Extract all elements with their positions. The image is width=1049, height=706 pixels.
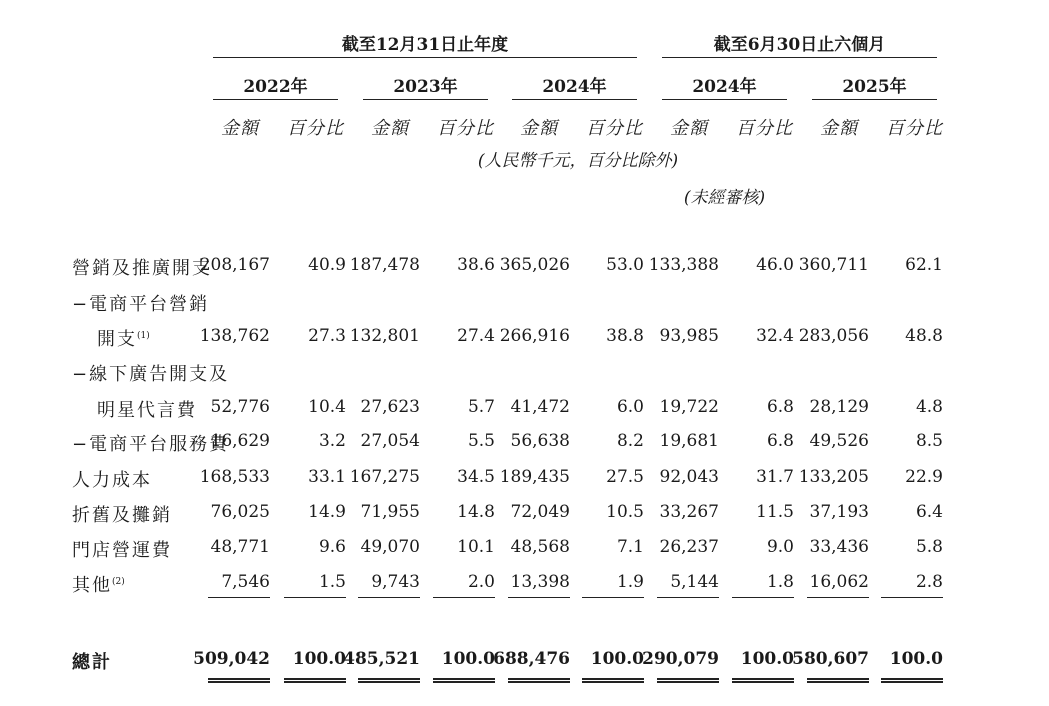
percent-cell: 38.8 [606, 326, 644, 346]
year-header-2023: 2023年 [393, 77, 458, 97]
percent-cell: 9.6 [318, 537, 346, 557]
footnote-marker: (2) [112, 577, 125, 587]
total-double-rule [508, 678, 570, 683]
percent-subheader: 百分比 [736, 118, 793, 139]
amount-cell: 13,398 [510, 572, 570, 592]
row-label-text: −電商平台營銷 [72, 294, 210, 315]
subtotal-rule [881, 597, 943, 598]
amount-cell: 266,916 [499, 326, 570, 346]
total-label: 總計 [72, 652, 112, 673]
total-amount-cell: 580,607 [792, 649, 869, 669]
subtotal-rule [582, 597, 644, 598]
row-label [72, 571, 125, 597]
total-double-rule [582, 678, 644, 683]
row-label [72, 501, 172, 527]
amount-cell: 41,472 [510, 397, 570, 417]
percent-cell: 3.2 [318, 431, 346, 451]
percent-cell: 53.0 [606, 255, 644, 275]
year-header-2025-six-months: 2025年 [842, 77, 907, 97]
total-double-rule [807, 678, 869, 683]
total-amount-cell: 290,079 [642, 649, 719, 669]
row-label [72, 360, 229, 386]
amount-cell: 52,776 [210, 397, 270, 417]
amount-subheader: 金額 [221, 118, 259, 139]
year-underline [363, 99, 488, 100]
row-label-text: −線下廣告開支及 [72, 364, 230, 385]
amount-cell: 48,771 [210, 537, 270, 557]
amount-cell: 138,762 [199, 326, 270, 346]
row-label-text: 人力成本 [72, 470, 152, 491]
percent-cell: 9.0 [766, 537, 794, 557]
row-label-text: 其他 [72, 575, 112, 596]
period-underline-six-months [662, 57, 937, 58]
percent-cell: 6.0 [616, 397, 644, 417]
total-percent-cell: 100.0 [292, 649, 346, 669]
percent-cell: 2.0 [467, 572, 495, 592]
percent-cell: 33.1 [308, 467, 346, 487]
percent-cell: 34.5 [457, 467, 495, 487]
amount-cell: 28,129 [809, 397, 869, 417]
percent-cell: 48.8 [905, 326, 943, 346]
percent-cell: 27.4 [457, 326, 495, 346]
total-double-rule [208, 678, 270, 683]
percent-cell: 11.5 [756, 502, 794, 522]
year-underline [512, 99, 637, 100]
amount-subheader: 金額 [520, 118, 558, 139]
subtotal-rule [358, 597, 420, 598]
period-header-six-months: 截至6月30日止六個月 [713, 35, 886, 55]
percent-cell: 6.8 [766, 431, 794, 451]
subtotal-rule [807, 597, 869, 598]
percent-cell: 5.8 [915, 537, 943, 557]
percent-subheader: 百分比 [287, 118, 344, 139]
amount-cell: 16,629 [210, 431, 270, 451]
subtotal-rule [732, 597, 794, 598]
amount-subheader: 金額 [820, 118, 858, 139]
row-label [72, 466, 152, 492]
percent-subheader: 百分比 [886, 118, 943, 139]
row-label-text: 折舊及攤銷 [72, 505, 172, 526]
amount-cell: 19,722 [659, 397, 719, 417]
year-underline [662, 99, 787, 100]
amount-cell: 133,205 [798, 467, 869, 487]
percent-subheader: 百分比 [437, 118, 494, 139]
percent-cell: 2.8 [915, 572, 943, 592]
amount-cell: 9,743 [371, 572, 420, 592]
total-double-rule [358, 678, 420, 683]
subtotal-rule [284, 597, 346, 598]
percent-cell: 10.4 [308, 397, 346, 417]
percent-cell: 31.7 [756, 467, 794, 487]
percent-cell: 5.5 [467, 431, 495, 451]
amount-cell: 33,267 [659, 502, 719, 522]
total-double-rule [433, 678, 495, 683]
footnote-marker: (1) [137, 331, 150, 341]
percent-cell: 38.6 [457, 255, 495, 275]
currency-note: (人民幣千元，百分比除外) [477, 151, 679, 171]
percent-cell: 22.9 [905, 467, 943, 487]
amount-cell: 132,801 [349, 326, 420, 346]
amount-cell: 19,681 [659, 431, 719, 451]
total-amount-cell: 688,476 [493, 649, 570, 669]
percent-cell: 14.9 [308, 502, 346, 522]
percent-cell: 14.8 [457, 502, 495, 522]
year-underline [812, 99, 937, 100]
percent-cell: 32.4 [756, 326, 794, 346]
percent-cell: 10.5 [606, 502, 644, 522]
amount-subheader: 金額 [371, 118, 409, 139]
amount-cell: 72,049 [510, 502, 570, 522]
period-header-fiscal-year: 截至12月31日止年度 [341, 35, 509, 55]
year-header-2024: 2024年 [542, 77, 607, 97]
amount-cell: 76,025 [210, 502, 270, 522]
period-underline-fiscal-year [213, 57, 637, 58]
percent-subheader: 百分比 [586, 118, 643, 139]
amount-cell: 93,985 [659, 326, 719, 346]
percent-cell: 1.5 [318, 572, 346, 592]
percent-cell: 4.8 [915, 397, 943, 417]
percent-cell: 40.9 [308, 255, 346, 275]
amount-subheader: 金額 [670, 118, 708, 139]
amount-cell: 5,144 [670, 572, 719, 592]
percent-cell: 27.3 [308, 326, 346, 346]
amount-cell: 187,478 [349, 255, 420, 275]
subtotal-rule [657, 597, 719, 598]
row-label-text: 開支 [97, 329, 137, 350]
row-label [72, 290, 209, 316]
total-percent-cell: 100.0 [889, 649, 943, 669]
amount-cell: 283,056 [798, 326, 869, 346]
amount-cell: 26,237 [659, 537, 719, 557]
amount-cell: 27,054 [360, 431, 420, 451]
amount-cell: 7,546 [221, 572, 270, 592]
subtotal-rule [208, 597, 270, 598]
amount-cell: 208,167 [199, 255, 270, 275]
total-amount-cell: 485,521 [343, 649, 420, 669]
amount-cell: 360,711 [798, 255, 869, 275]
year-underline [213, 99, 338, 100]
amount-cell: 365,026 [499, 255, 570, 275]
year-header-2024-six-months: 2024年 [692, 77, 757, 97]
row-label-text: 門店營運費 [72, 540, 172, 561]
row-label [97, 325, 150, 351]
year-header-2022: 2022年 [243, 77, 308, 97]
percent-cell: 8.5 [915, 431, 943, 451]
percent-cell: 7.1 [616, 537, 644, 557]
total-double-rule [657, 678, 719, 683]
total-percent-cell: 100.0 [441, 649, 495, 669]
amount-cell: 168,533 [199, 467, 270, 487]
percent-cell: 1.9 [616, 572, 644, 592]
total-double-rule [881, 678, 943, 683]
amount-cell: 56,638 [510, 431, 570, 451]
amount-cell: 27,623 [360, 397, 420, 417]
percent-cell: 27.5 [606, 467, 644, 487]
row-label-text: 營銷及推廣開支 [72, 258, 212, 279]
total-percent-cell: 100.0 [590, 649, 644, 669]
amount-cell: 48,568 [510, 537, 570, 557]
total-amount-cell: 509,042 [193, 649, 270, 669]
amount-cell: 33,436 [809, 537, 869, 557]
unaudited-note: (未經審核) [683, 188, 766, 208]
total-double-rule [284, 678, 346, 683]
percent-cell: 62.1 [905, 255, 943, 275]
row-label [72, 536, 172, 562]
percent-cell: 46.0 [756, 255, 794, 275]
amount-cell: 37,193 [809, 502, 869, 522]
percent-cell: 6.8 [766, 397, 794, 417]
row-label-text: −電商平台服務費 [72, 434, 230, 455]
amount-cell: 167,275 [349, 467, 420, 487]
amount-cell: 49,070 [360, 537, 420, 557]
amount-cell: 16,062 [809, 572, 869, 592]
amount-cell: 71,955 [360, 502, 420, 522]
amount-cell: 49,526 [809, 431, 869, 451]
amount-cell: 189,435 [499, 467, 570, 487]
percent-cell: 10.1 [457, 537, 495, 557]
total-percent-cell: 100.0 [740, 649, 794, 669]
amount-cell: 133,388 [648, 255, 719, 275]
subtotal-rule [508, 597, 570, 598]
amount-cell: 92,043 [659, 467, 719, 487]
row-label-text: 明星代言費 [97, 400, 197, 421]
total-double-rule [732, 678, 794, 683]
percent-cell: 8.2 [616, 431, 644, 451]
percent-cell: 6.4 [915, 502, 943, 522]
subtotal-rule [433, 597, 495, 598]
percent-cell: 1.8 [766, 572, 794, 592]
percent-cell: 5.7 [467, 397, 495, 417]
